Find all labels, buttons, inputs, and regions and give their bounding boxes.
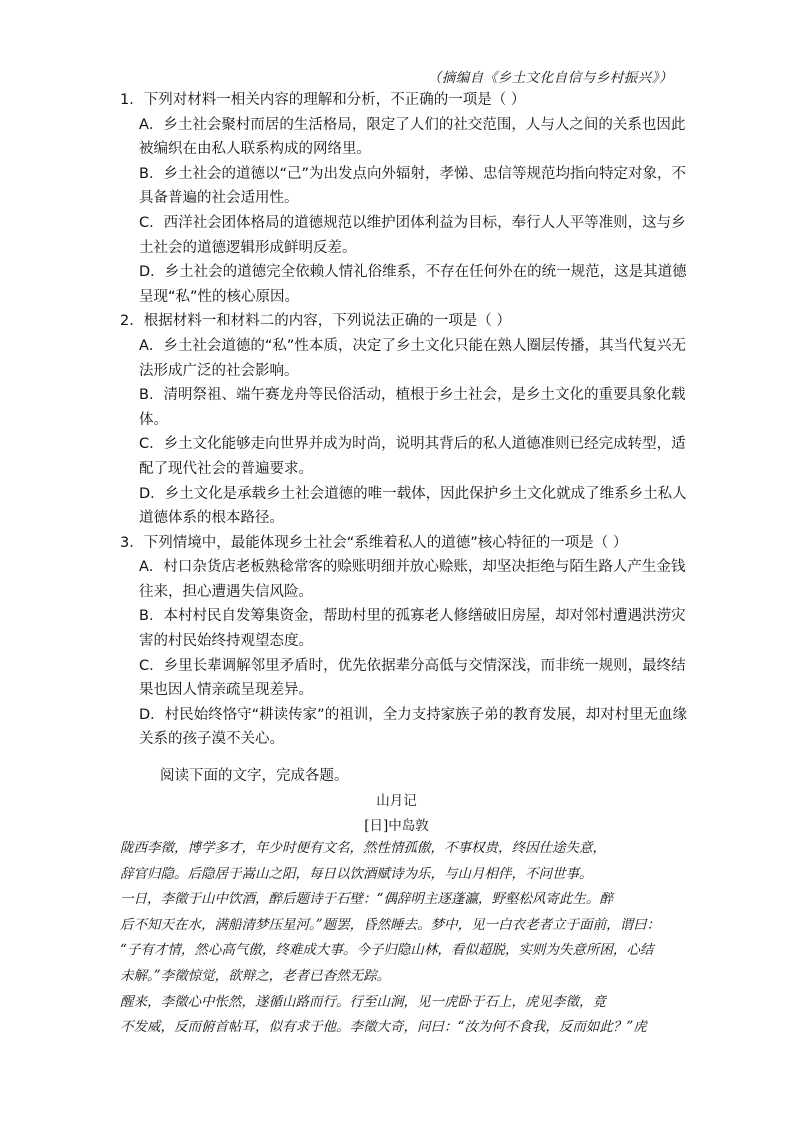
story-line: 陇西李徵，博学多才，年少时便有文名，然性情孤傲，不事权贵，终因仕途失意， bbox=[120, 840, 606, 856]
option-text-continued: 害的村民始终持观望态度。 bbox=[139, 633, 313, 650]
reading-instruction: 阅读下面的文字，完成各题。 bbox=[160, 768, 349, 784]
option-text: A．乡土社会聚村而居的生活格局，限定了人们的社交范围，人与人之间的关系也因此 bbox=[139, 116, 686, 133]
option-text-continued: 呈现“私”性的核心原因。 bbox=[139, 288, 300, 305]
question-3 bbox=[120, 531, 688, 752]
option-a bbox=[120, 334, 686, 383]
question-1 bbox=[120, 88, 687, 309]
option-text-continued: 果也因人情亲疏呈现差异。 bbox=[139, 682, 313, 699]
option-a bbox=[120, 555, 686, 604]
option-c bbox=[120, 432, 686, 481]
story-line: 不发威，反而俯首帖耳，似有求于他。李徵大奇，问曰：“汝为何不食我，反而如此？”虎 bbox=[120, 1019, 647, 1036]
option-text: D．村民始终恪守“耕读传家”的祖训，全力支持家族子弟的教育发展，却对村里无血缘 bbox=[139, 706, 688, 723]
story-title: 山月记 bbox=[376, 793, 417, 809]
option-d bbox=[120, 482, 687, 531]
option-text: B．乡土社会的道德以“己”为出发点向外辐射，孝悌、忠信等规范均指向特定对象，不 bbox=[139, 165, 686, 182]
option-b bbox=[120, 162, 686, 211]
option-text-continued: 土社会的道德逻辑形成鲜明反差。 bbox=[139, 239, 357, 256]
option-text-continued: 被编织在由私人联系构成的网络里。 bbox=[139, 141, 371, 158]
option-text: A．乡土社会道德的“私”性本质，决定了乡土文化只能在熟人圈层传播，其当代复兴无 bbox=[139, 337, 686, 354]
question-stem: 3．下列情境中，最能体现乡土社会“系维着私人的道德”核心特征的一项是（ ） bbox=[120, 534, 628, 551]
option-d bbox=[120, 260, 687, 309]
question-stem: 2．根据材料一和材料二的内容，下列说法正确的一项是（ ） bbox=[120, 313, 511, 330]
option-text-continued: 关系的孩子漠不关心。 bbox=[139, 731, 284, 748]
option-text-continued: 道德体系的根本路径。 bbox=[139, 510, 284, 527]
story-line: “子有才情，然心高气傲，终难成大事。今子归隐山林，看似超脱，实则为失意所困，心结 bbox=[120, 942, 654, 959]
question-list bbox=[120, 88, 688, 752]
story-line: 未解。”李徵惊觉，欲辩之，老者已杳然无踪。 bbox=[120, 967, 391, 984]
option-text-continued: 具备普遍的社会适用性。 bbox=[139, 190, 299, 207]
option-text: D．乡土文化是承载乡土社会道德的唯一载体，因此保护乡土文化就成了维系乡土私人 bbox=[139, 485, 687, 502]
question-stem: 1．下列对材料一相关内容的理解和分析，不正确的一项是（ ） bbox=[120, 92, 526, 108]
source-note: （摘编自《乡土文化自信与乡村振兴》） bbox=[427, 70, 673, 86]
option-text: B．本村村民自发筹集资金，帮助村里的孤寡老人修缮破旧房屋，却对邻村遭遇洪涝灾 bbox=[139, 608, 686, 625]
option-a bbox=[120, 113, 686, 162]
option-text-continued: 体。 bbox=[139, 411, 168, 428]
story-line: 辞官归隐。后隐居于嵩山之阳，每日以饮酒赋诗为乐，与山月相伴，不问世事。 bbox=[120, 865, 593, 882]
option-b bbox=[120, 383, 686, 432]
option-text: C．乡里长辈调解邻里矛盾时，优先依据辈分高低与交情深浅，而非统一规则，最终结 bbox=[139, 657, 686, 674]
option-text: A．村口杂货店老板熟稔常客的赊账明细并放心赊账，却坚决拒绝与陌生路人产生金钱 bbox=[139, 559, 686, 576]
story-line: 一日，李徵于山中饮酒，醉后题诗于石壁：“偶辞明主逐蓬瀛，野壑松风寄此生。醉 bbox=[120, 891, 613, 908]
option-text: B．清明祭祖、端午赛龙舟等民俗活动，植根于乡土社会，是乡土文化的重要具象化载 bbox=[139, 387, 686, 404]
option-c bbox=[120, 654, 686, 703]
option-b bbox=[120, 604, 686, 653]
option-d bbox=[120, 703, 688, 752]
story-body bbox=[120, 836, 680, 1041]
story-line: 后不知天在水，满船清梦压星河。”题罢，昏然睡去。梦中，见一白衣老者立于面前，谓曰： bbox=[120, 916, 661, 933]
option-text: C．西洋社会团体格局的道德规范以维护团体利益为目标，奉行人人平等准则，这与乡 bbox=[139, 214, 686, 231]
option-text-continued: 配了现代社会的普遍要求。 bbox=[139, 460, 313, 477]
option-text: C．乡土文化能够走向世界并成为时尚，说明其背后的私人道德准则已经完成转型，适 bbox=[139, 436, 686, 453]
question-2 bbox=[120, 309, 687, 530]
option-text-continued: 法形成广泛的社会影响。 bbox=[139, 362, 299, 379]
option-text: D．乡土社会的道德完全依赖人情礼俗维系，不存在任何外在的统一规范，这是其道德 bbox=[139, 264, 687, 281]
story-line: 醒来，李徵心中怅然，遂循山路而行。行至山涧，见一虎卧于石上，虎见李徵，竟 bbox=[120, 993, 606, 1010]
option-text-continued: 往来，担心遭遇失信风险。 bbox=[139, 583, 313, 600]
option-c bbox=[120, 211, 686, 260]
story-author: [日]中岛敦 bbox=[364, 818, 429, 834]
